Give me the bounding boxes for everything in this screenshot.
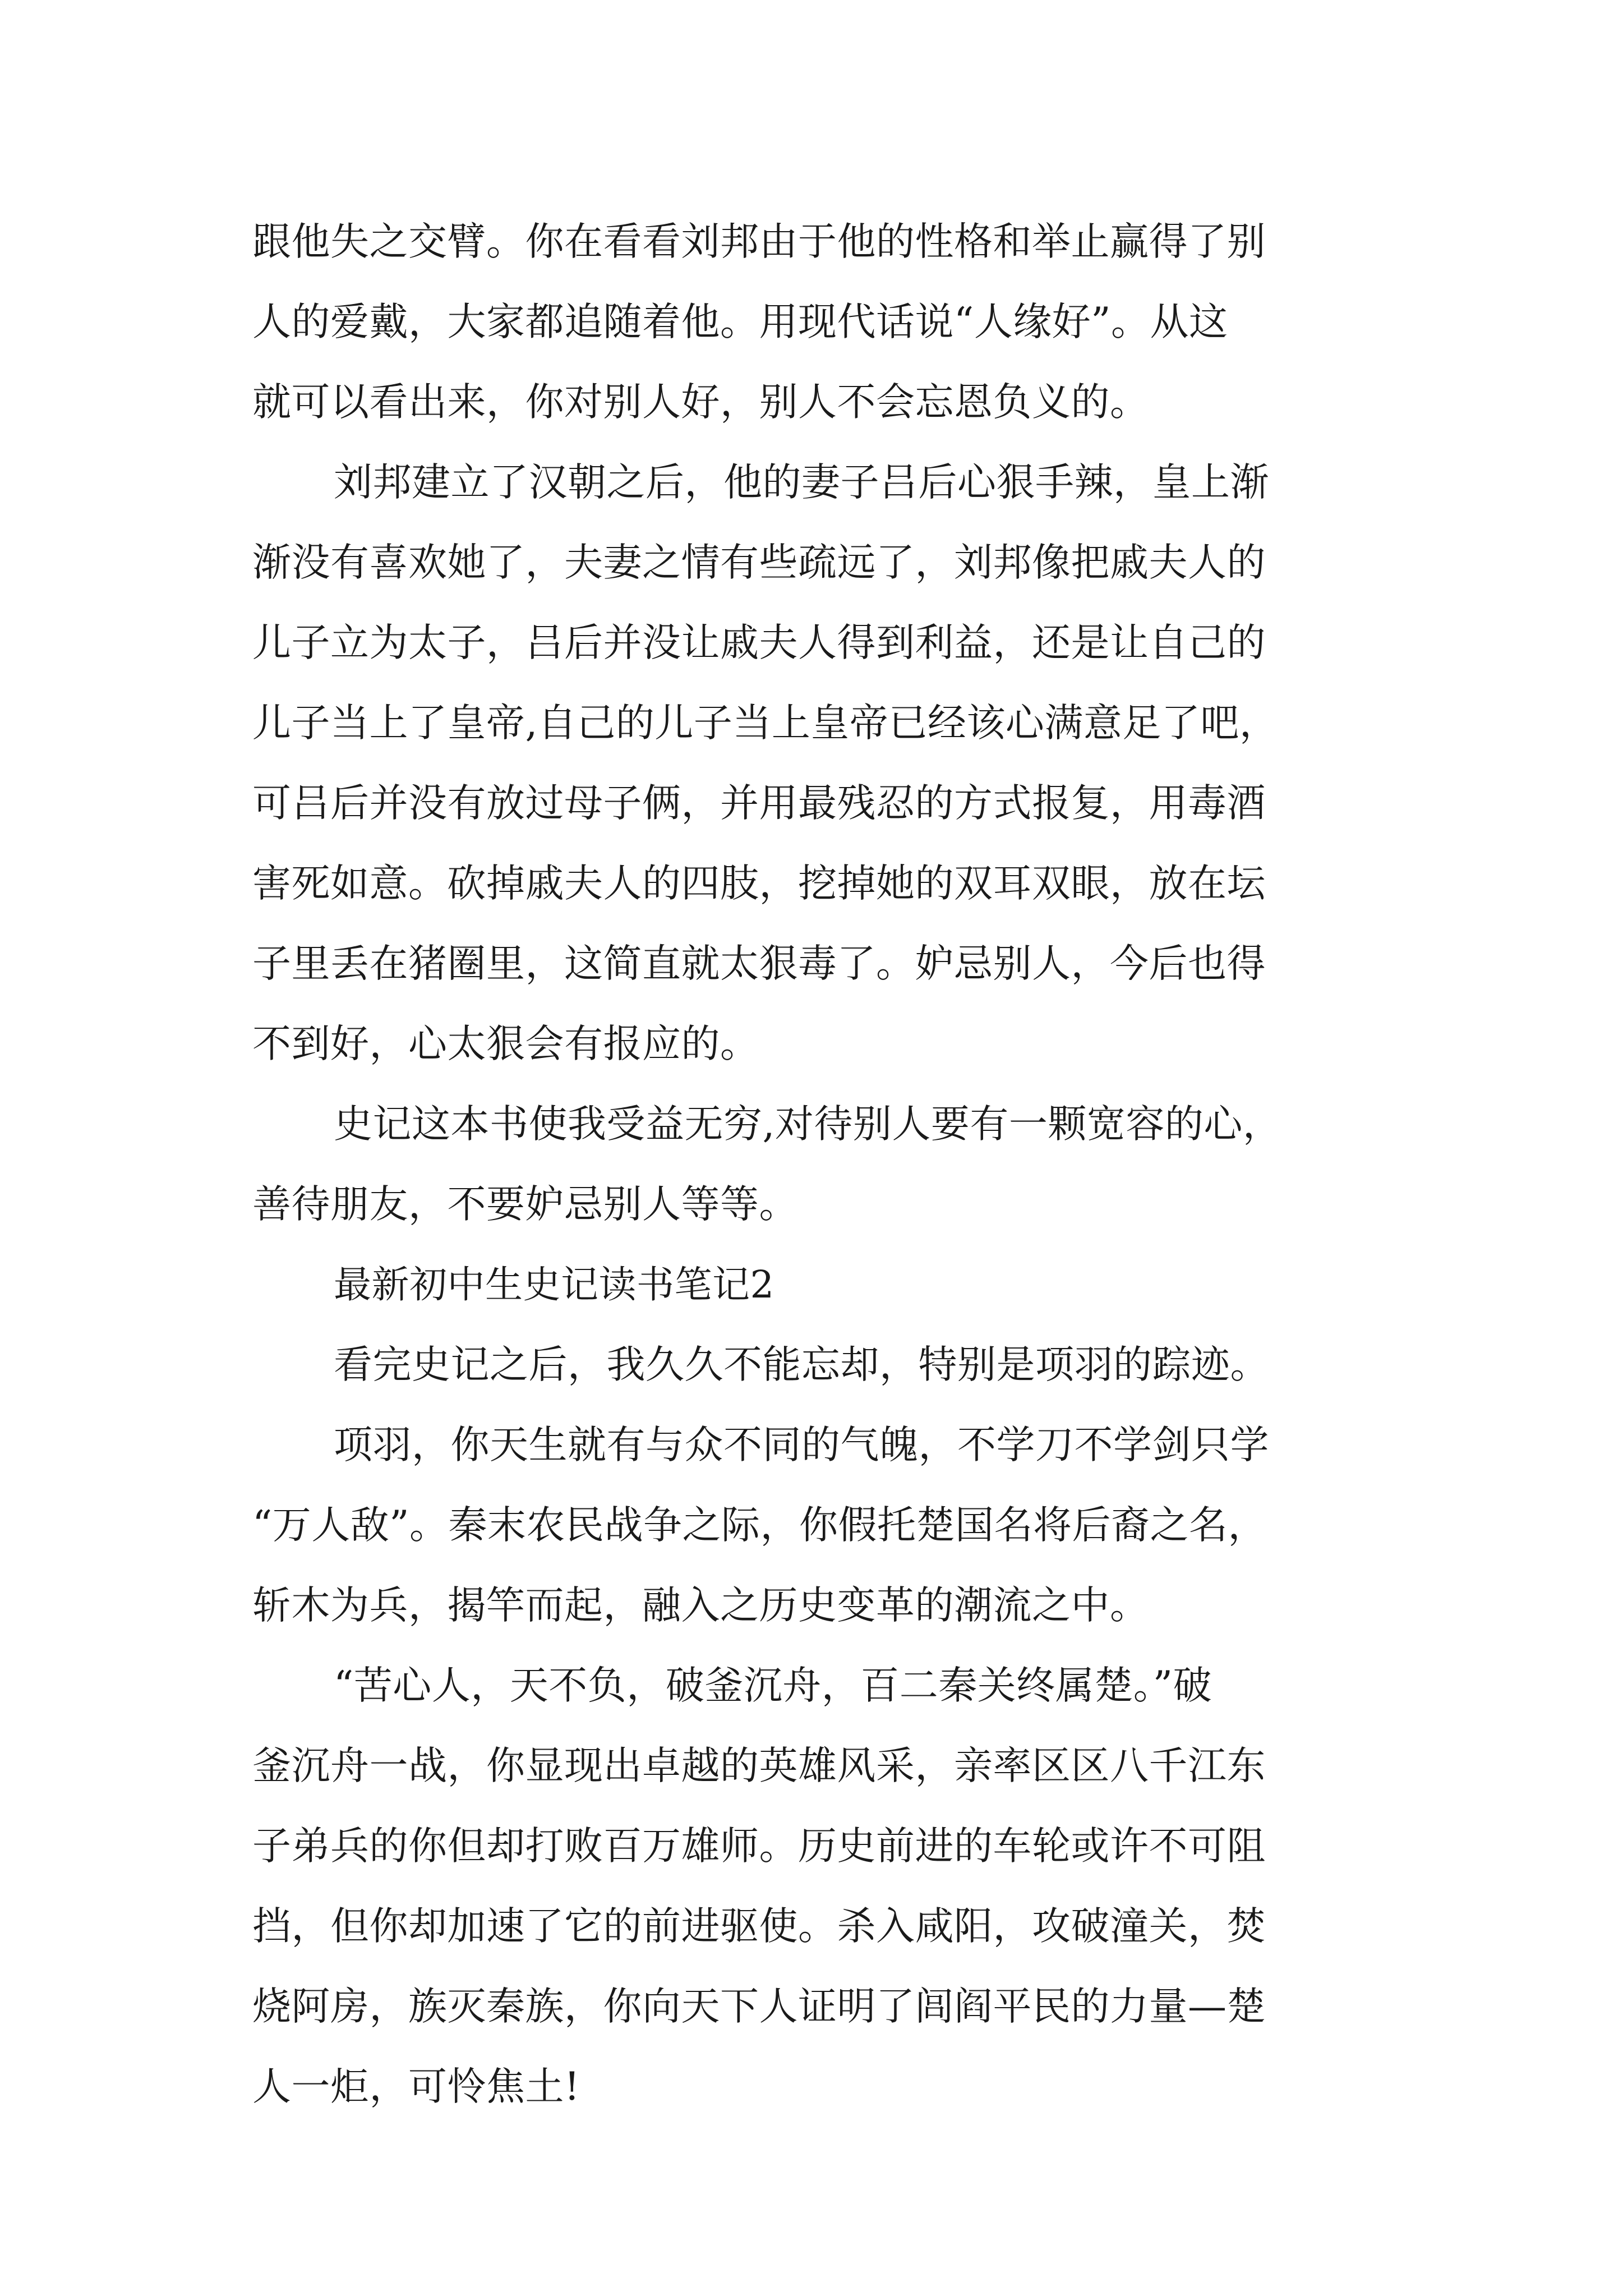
- paragraph-start-line: 刘邦建立了汉朝之后，他的妻子吕后心狠手辣，皇上渐: [334, 460, 1269, 505]
- section-heading: 最新初中生史记读书笔记2: [334, 1263, 774, 1306]
- text-line: 烧阿房，族灭秦族，你向天下人证明了闾阎平民的力量—楚: [252, 1984, 1266, 2029]
- text-line: 害死如意。砍掉戚夫人的四肢，挖掉她的双耳双眼，放在坛: [252, 861, 1266, 906]
- paragraph-start-line: 史记这本书使我受益无穷,对待别人要有一颗宽容的心，: [334, 1102, 1282, 1147]
- text-line: 子里丢在猪圈里，这简直就太狠毒了。妒忌别人，今后也得: [252, 941, 1266, 986]
- text-line: 儿子当上了皇帝,自己的儿子当上皇帝已经该心满意足了吧，: [252, 701, 1279, 746]
- paragraph-start-line: 看完史记之后，我久久不能忘却，特别是项羽的踪迹。: [334, 1342, 1269, 1387]
- text-line: 挡，但你却加速了它的前进驱使。杀入咸阳，攻破潼关，焚: [252, 1904, 1266, 1949]
- document-body: [252, 202, 1402, 2127]
- paragraph-start-line: 项羽，你天生就有与众不同的气魄，不学刀不学剑只学: [334, 1423, 1269, 1467]
- text-line: 人一炬，可怜焦土!: [252, 2064, 580, 2109]
- text-line: 不到好，心太狠会有报应的。: [252, 1022, 759, 1066]
- text-line: 渐没有喜欢她了，夫妻之情有些疏远了，刘邦像把戚夫人的: [252, 540, 1266, 585]
- text-line: 子弟兵的你但却打败百万雄师。历史前进的车轮或许不可阻: [252, 1824, 1266, 1869]
- text-line: “万人敌”。秦末农民战争之际，你假托楚国名将后裔之名，: [252, 1503, 1267, 1548]
- text-line: 斩木为兵，揭竿而起，融入之历史变革的潮流之中。: [252, 1583, 1149, 1628]
- paragraph-start-line: “苦心人，天不负，破釜沉舟，百二秦关终属楚。”破: [334, 1663, 1212, 1708]
- text-line: 儿子立为太子，吕后并没让戚夫人得到利益，还是让自己的: [252, 620, 1266, 665]
- text-line: 就可以看出来，你对别人好，别人不会忘恩负义的。: [252, 380, 1149, 425]
- text-line: 跟他失之交臂。你在看看刘邦由于他的性格和举止赢得了别: [252, 219, 1266, 264]
- text-line: 釜沉舟一战，你显现出卓越的英雄风采，亲率区区八千江东: [252, 1743, 1266, 1788]
- text-line: 可吕后并没有放过母子俩，并用最残忍的方式报复，用毒酒: [252, 781, 1266, 826]
- text-line: 人的爱戴，大家都追随着他。用现代话说“人缘好”。从这: [252, 300, 1228, 344]
- text-line: 善待朋友，不要妒忌别人等等。: [252, 1182, 798, 1227]
